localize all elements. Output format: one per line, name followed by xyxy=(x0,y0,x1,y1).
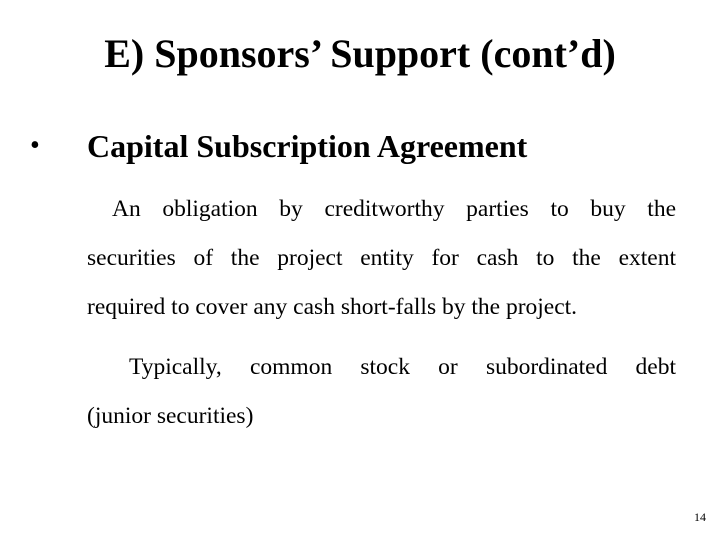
paragraph-1-line-1: An obligation by creditworthy parties to buy the xyxy=(112,196,676,222)
bullet-heading: Capital Subscription Agreement xyxy=(87,128,528,164)
paragraph-1-line-2: securities of the project entity for cash to the extent xyxy=(87,245,676,271)
paragraph-2-line-1: Typically, common stock or subordinated debt xyxy=(129,354,676,380)
paragraph-2-line-2: (junior securities) xyxy=(87,403,254,429)
paragraph-1-line-3: required to cover any cash short-falls by the project. xyxy=(87,294,578,320)
bullet-marker: • xyxy=(30,130,40,161)
slide-title: E) Sponsors’ Support (cont’d) xyxy=(104,31,616,76)
page-number: 14 xyxy=(694,510,706,524)
